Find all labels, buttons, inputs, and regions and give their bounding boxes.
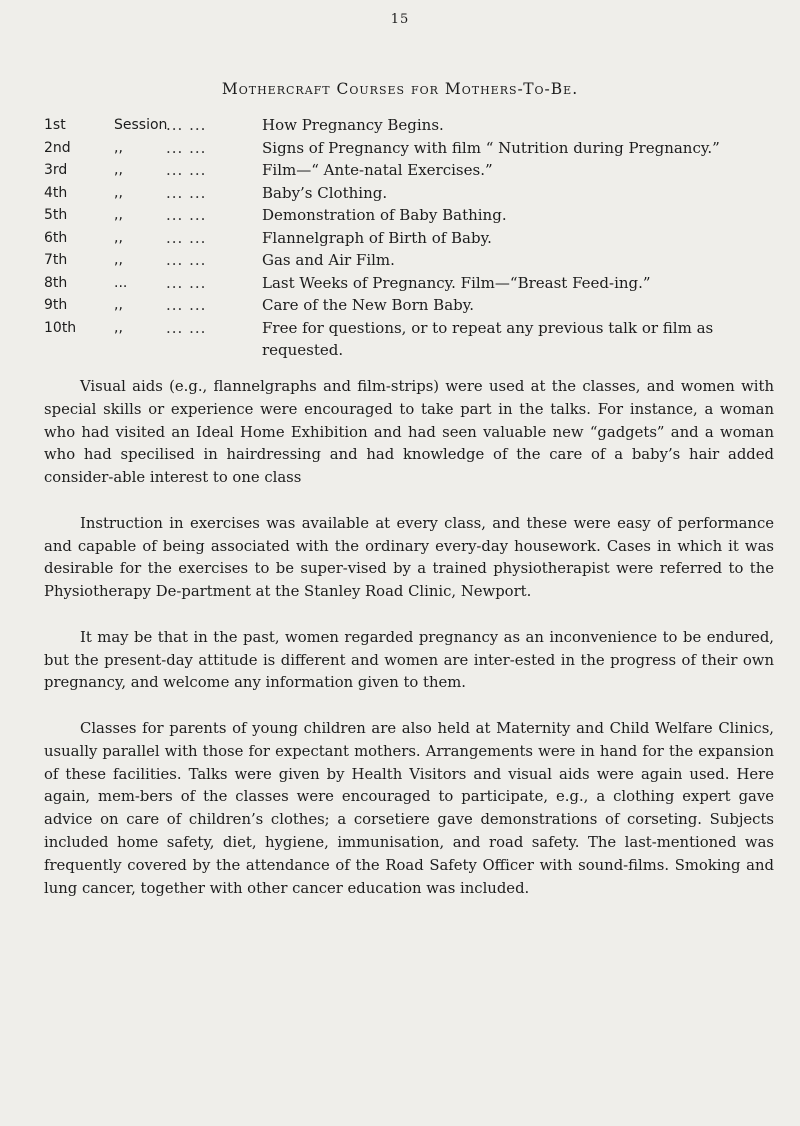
session-label: 1st (44, 117, 66, 133)
session-ditto: ,, (114, 319, 123, 336)
session-label: 4th (44, 184, 68, 201)
session-row (44, 317, 774, 362)
session-ditto: ,, (114, 252, 123, 268)
session-description: Flannelgraph of Birth of Baby. (262, 228, 492, 247)
session-row (44, 137, 774, 160)
session-row (44, 227, 774, 250)
session-row (44, 294, 774, 317)
session-label: 5th (44, 207, 68, 223)
session-list (44, 114, 774, 362)
session-description: Care of the New Born Baby. (262, 296, 474, 314)
session-ditto: ,, (114, 139, 123, 156)
session-description: Baby’s Clothing. (262, 183, 388, 202)
leader-dots: ... ... (166, 318, 207, 337)
paragraph-visual-aids: Visual aids (e.g., flannelgraphs and film-strips) were used at the classes, and women with special skills or experience were encouraged to take part in the talks. For instance, a woman who had visited an Ideal Home Exhibition and had seen valuable new “gadgets” and a woman who had specilised in hairdressing and had knowledge of the care of a baby’s hair added consider-able interest to one class (44, 378, 774, 487)
session-description: Free for questions, or to repeat any previous talk or film as requested. (262, 318, 714, 359)
session-label: 6th (44, 229, 68, 246)
session-description: Signs of Pregnancy with film “ Nutrition during Pregnancy.” (262, 138, 720, 157)
session-description: Last Weeks of Pregnancy. Film—“Breast Feed-ing.” (262, 273, 651, 292)
leader-dots: ... ... (166, 251, 207, 269)
leader-dots: ... ... (166, 138, 207, 157)
session-row (44, 114, 774, 137)
session-label: 10th (44, 319, 77, 336)
leader-dots: ... ... (166, 273, 207, 292)
session-label: 2nd (44, 139, 71, 156)
session-label: 9th (44, 297, 68, 313)
leader-dots: ... ... (166, 161, 207, 179)
session-row (44, 249, 774, 272)
page-number: 15 (390, 12, 410, 27)
session-row (44, 272, 774, 295)
page-title: Mothercraft Courses for Mothers-To-Be. (221, 80, 579, 98)
session-ditto: ,, (114, 229, 123, 246)
session-description: How Pregnancy Begins. (262, 116, 444, 134)
paragraph-exercises: Instruction in exercises was available at every class, and these were easy of performance and capable of being associated with the ordinary every-day housework. Cases in which it was desirable for the exercises to be super-vised by a trained physiotherapist were referred to the Physiotherapy De-partment at the Stanley Road Clinic, Newport. (44, 514, 774, 601)
session-ditto: ,, (114, 297, 123, 313)
session-label: 8th (44, 274, 68, 291)
session-row (44, 204, 774, 227)
leader-dots: ... ... (166, 116, 207, 134)
leader-dots: ... ... (166, 183, 207, 202)
session-ditto: ,, (114, 162, 123, 178)
session-label: 7th (44, 252, 68, 268)
leader-dots: ... ... (166, 296, 207, 314)
session-ditto: ... (114, 274, 128, 291)
session-label: 3rd (44, 162, 68, 178)
body-text (44, 376, 774, 923)
session-row (44, 182, 774, 205)
session-ditto: ,, (114, 207, 123, 223)
session-ditto: ,, (114, 184, 123, 201)
paragraph-attitude: It may be that in the past, women regarded pregnancy as an inconvenience to be endured, but the present-day attitude is different and women are inter-ested in the progress of their own pregnancy, and welcome any information given to them. (44, 628, 774, 692)
session-description: Gas and Air Film. (262, 251, 395, 269)
session-description: Film—“ Ante-natal Exercises.” (262, 161, 493, 179)
session-ditto: Session (114, 117, 168, 133)
paragraph-parent-classes: Classes for parents of young children are also held at Maternity and Child Welfare Clinics, usually parallel with those for expectant mothers. Arrangements were in hand for the expansion of these facilities. Talks were given by Health Visitors and visual aids were again used. Here again, mem-bers of the classes were encouraged to participate, e.g., a clothing expert gave advice on care of children’s clothes; a corsetiere gave demonstrations of corseting. Subjects included home safety, diet, hygiene, immunisation, and road safety. The last-mentioned was frequently covered by the attendance of the Road Safety Officer with sound-films. Smoking and lung cancer, together with other cancer education was included. (44, 719, 774, 897)
session-row (44, 159, 774, 182)
leader-dots: ... ... (166, 206, 207, 224)
leader-dots: ... ... (166, 228, 207, 247)
session-description: Demonstration of Baby Bathing. (262, 206, 507, 224)
